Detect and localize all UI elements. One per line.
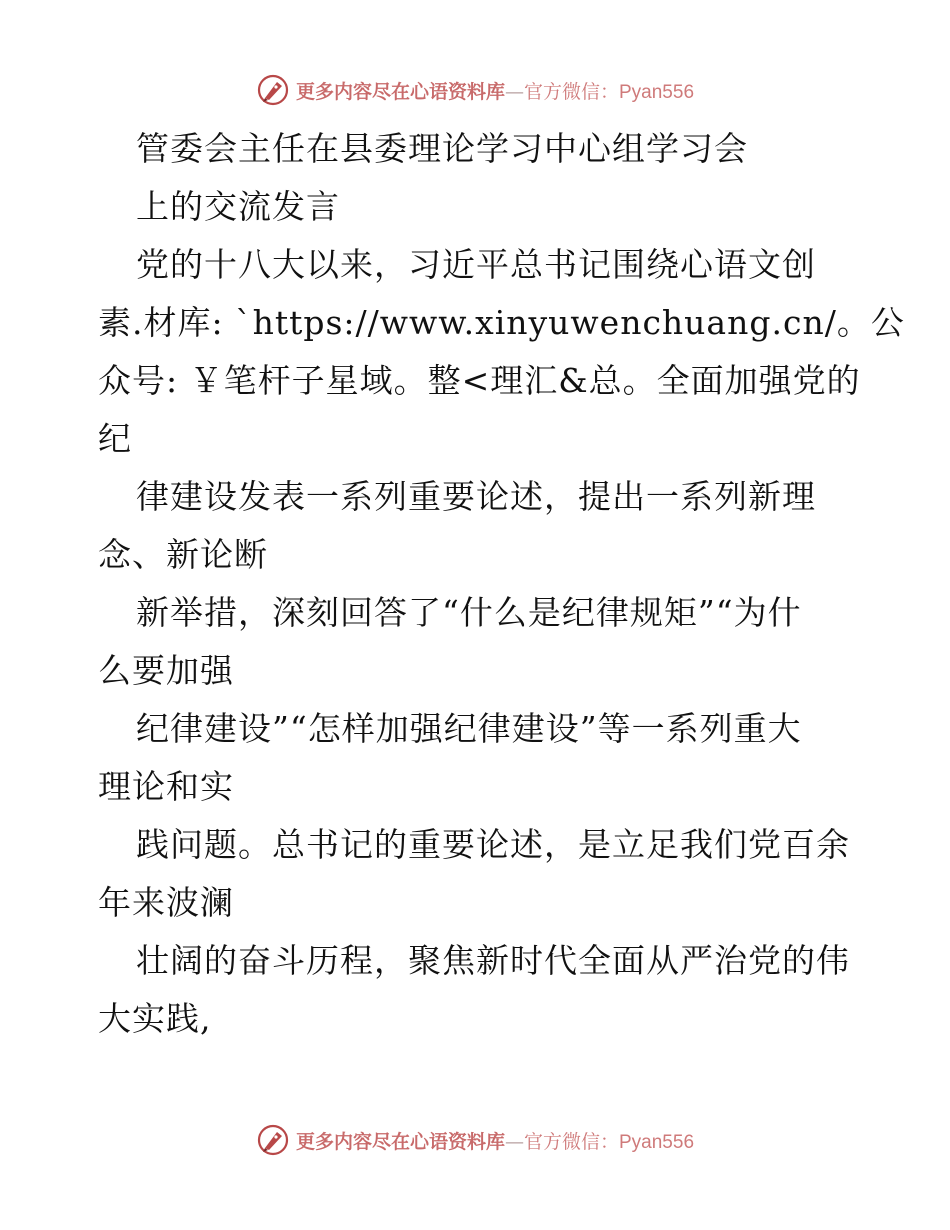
text-line: 践问题。总书记的重要论述，是立足我们党百余 bbox=[136, 825, 850, 864]
header-watermark-banner bbox=[0, 70, 950, 110]
text-line: 念、新论断 bbox=[98, 535, 268, 574]
text-line: 众号: ￥笔杆子星域。整<理汇&总。全面加强党的 bbox=[98, 361, 861, 400]
text-line: 上的交流发言 bbox=[136, 187, 340, 226]
footer-watermark-banner bbox=[0, 1120, 950, 1160]
text-line: 律建设发表一系列重要论述，提出一系列新理 bbox=[136, 477, 816, 516]
text-line: 理论和实 bbox=[98, 767, 234, 806]
text-line: 新举措，深刻回答了“什么是纪律规矩”“为什 bbox=[136, 593, 802, 632]
text-line: 大实践, bbox=[98, 999, 212, 1038]
watermark-text bbox=[296, 1127, 694, 1154]
watermark-separator: — bbox=[505, 1130, 524, 1153]
pen-nib-logo-icon bbox=[256, 73, 290, 107]
watermark-text bbox=[296, 77, 694, 104]
watermark-brand: 更多内容尽在心语资料库 bbox=[295, 1130, 505, 1153]
watermark-brand: 更多内容尽在心语资料库 bbox=[295, 80, 505, 103]
text-line: 党的十八大以来，习近平总书记围绕心语文创 bbox=[136, 245, 816, 284]
pen-nib-logo-icon bbox=[256, 1123, 290, 1157]
text-line: 纪 bbox=[98, 419, 132, 458]
text-line: 管委会主任在县委理论学习中心组学习会 bbox=[136, 129, 748, 168]
watermark-wechat: 官方微信：Pyan556 bbox=[524, 81, 695, 103]
text-line: 壮阔的奋斗历程，聚焦新时代全面从严治党的伟 bbox=[136, 941, 850, 980]
document-body bbox=[98, 120, 905, 1048]
watermark-wechat: 官方微信：Pyan556 bbox=[524, 1131, 695, 1153]
text-line: 年来波澜 bbox=[98, 883, 234, 922]
text-line: 纪律建设”“怎样加强纪律建设”等一系列重大 bbox=[136, 709, 802, 748]
watermark-separator: — bbox=[505, 80, 524, 103]
text-line: 么要加强 bbox=[98, 651, 234, 690]
text-line: 素.材库: `https://www.xinyuwenchuang.cn/。公 bbox=[98, 303, 905, 342]
